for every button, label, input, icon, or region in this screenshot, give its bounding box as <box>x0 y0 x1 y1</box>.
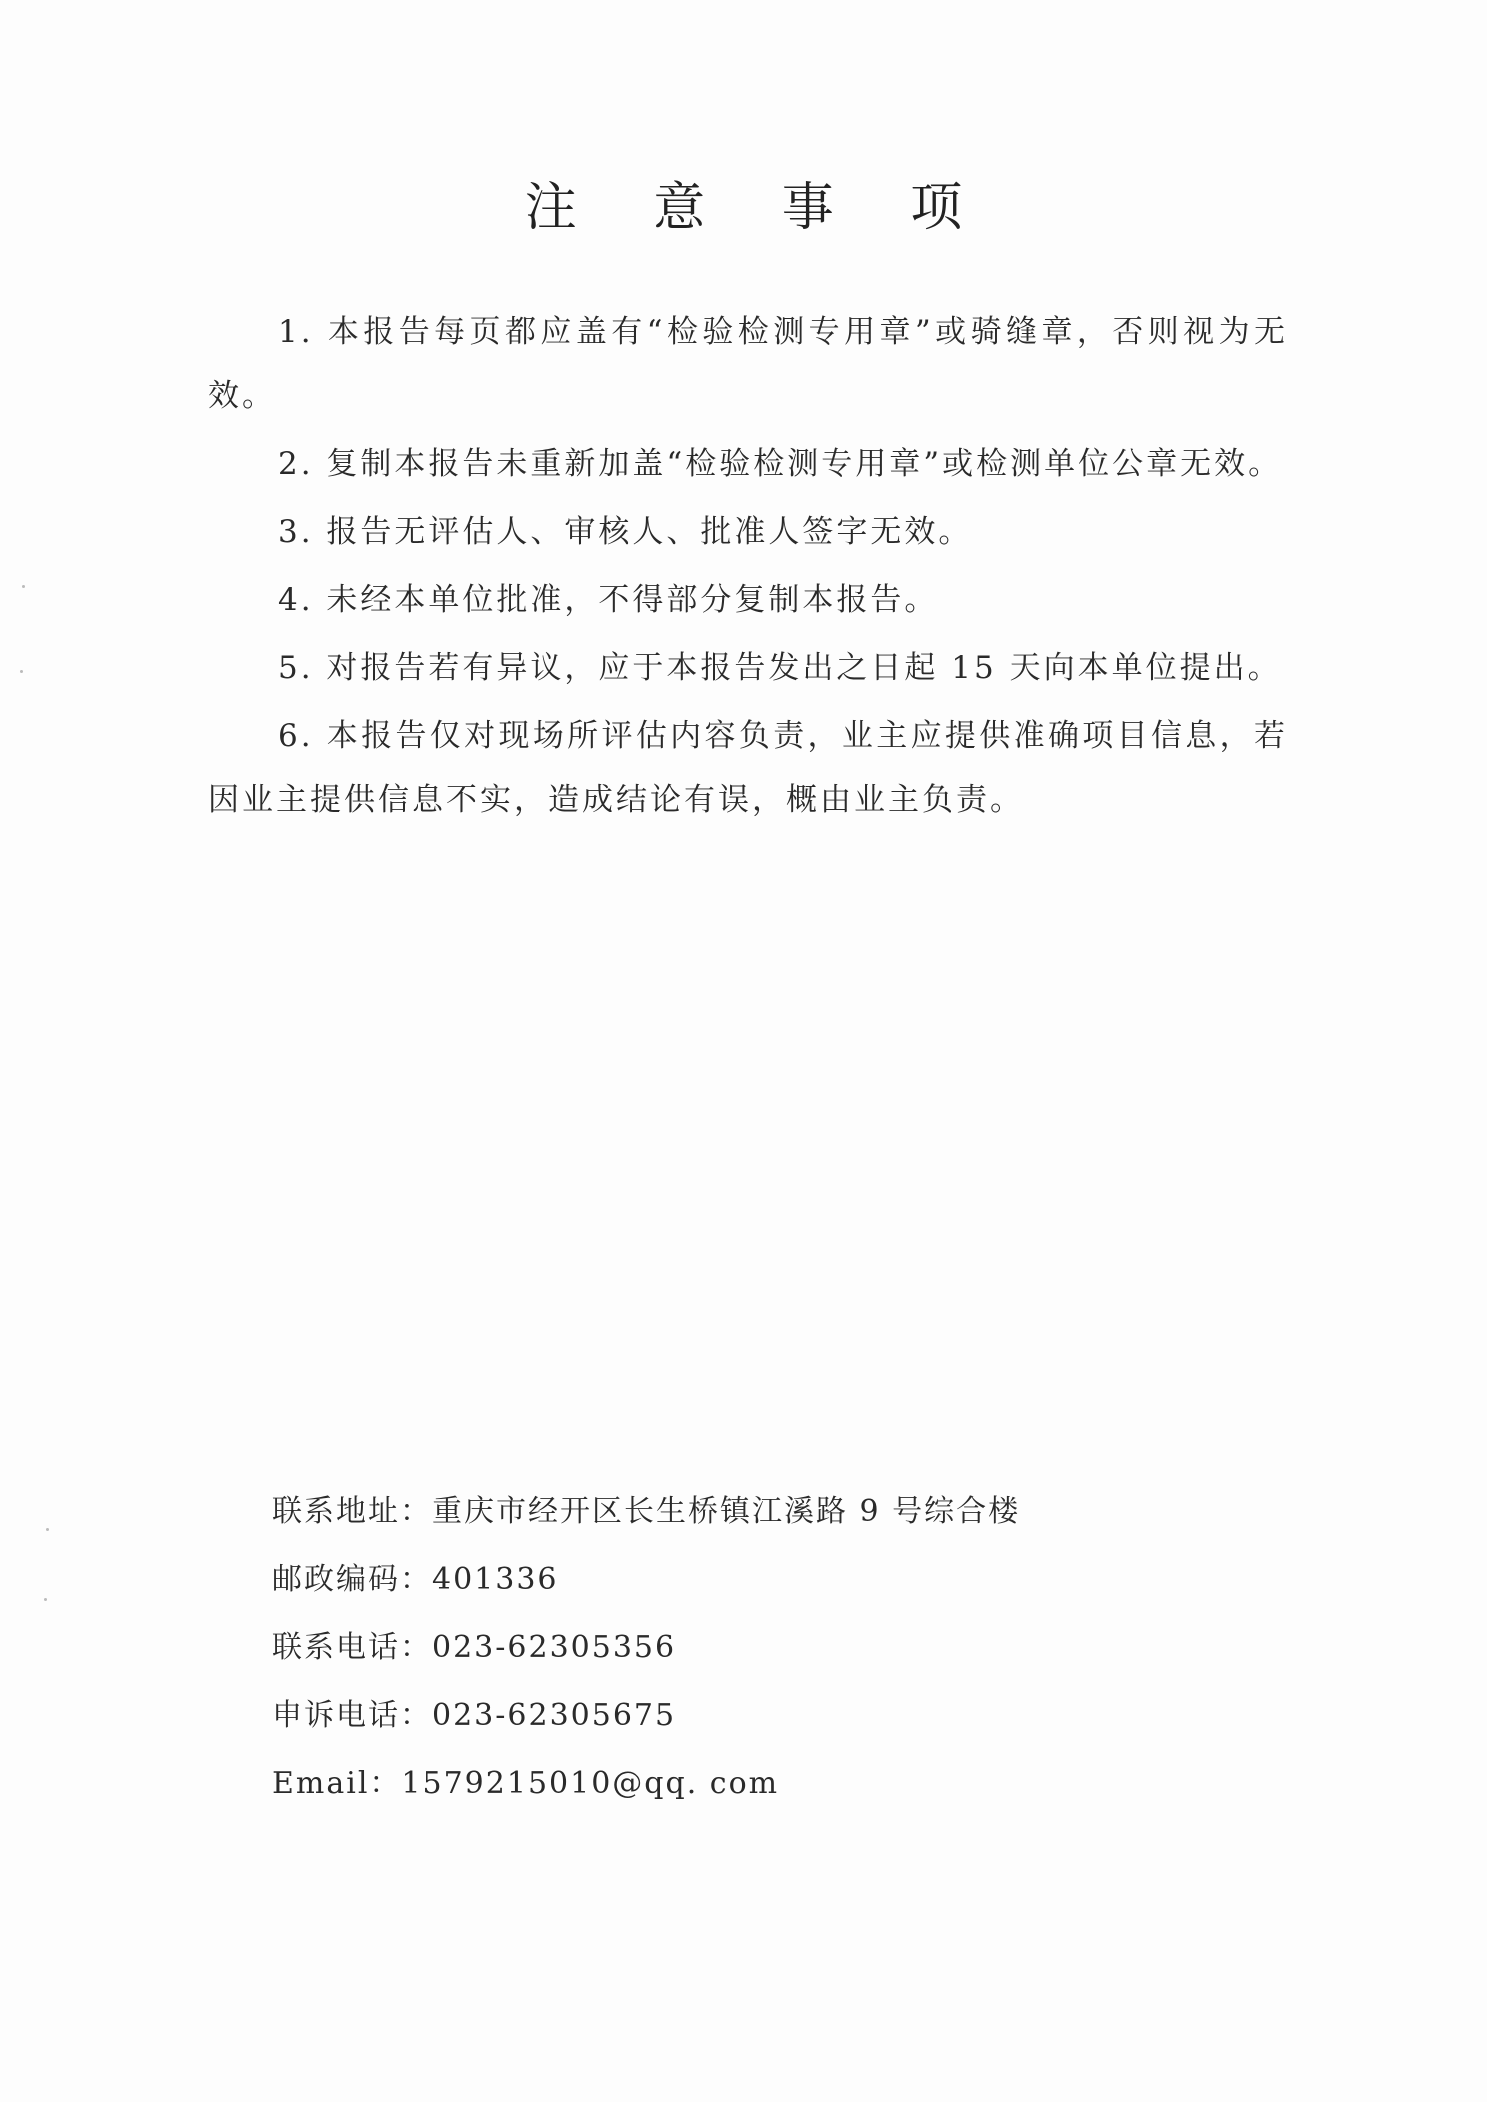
notice-item-5: 5. 对报告若有异议，应于本报告发出之日起 15 天向本单位提出。 <box>278 650 1282 686</box>
notice-item-2: 2. 复制本报告未重新加盖“检验检测专用章”或检测单位公章无效。 <box>278 446 1283 482</box>
notice-item-3: 3. 报告无评估人、审核人、批准人签字无效。 <box>278 514 973 550</box>
contact-address-value: 重庆市经开区长生桥镇江溪路 9 号综合楼 <box>432 1494 1021 1529</box>
scan-speck <box>20 670 23 673</box>
contact-address-row <box>272 1478 1272 1546</box>
contact-email-label: Email： <box>272 1766 402 1801</box>
notice-item-1: 1. 本报告每页都应盖有“检验检测专用章”或骑缝章，否则视为无效。 <box>208 314 1288 414</box>
contact-postcode-row <box>272 1546 1272 1614</box>
complaint-phone-row <box>272 1682 1272 1750</box>
contact-phone-label: 联系电话： <box>272 1630 432 1665</box>
scan-speck <box>22 585 25 588</box>
contact-phone-row <box>272 1614 1272 1682</box>
contact-email-value: 1579215010@qq. com <box>401 1766 780 1801</box>
complaint-phone-label: 申诉电话： <box>272 1698 432 1733</box>
contact-postcode-label: 邮政编码： <box>272 1562 432 1597</box>
contact-postcode-value: 401336 <box>432 1562 559 1597</box>
scan-speck <box>44 1598 47 1601</box>
notice-item-6: 6. 本报告仅对现场所评估内容负责，业主应提供准确项目信息，若因业主提供信息不实，造成结论有误，概由业主负责。 <box>208 718 1288 818</box>
notice-item-4: 4. 未经本单位批准，不得部分复制本报告。 <box>278 582 939 618</box>
complaint-phone-value: 023-62305675 <box>432 1698 677 1733</box>
page-title: 注 意 事 项 <box>524 178 993 238</box>
contact-phone-value: 023-62305356 <box>432 1630 677 1665</box>
notice-list <box>208 300 1288 836</box>
contact-email-row <box>272 1750 1272 1818</box>
scan-speck <box>46 1528 49 1531</box>
contact-address-label: 联系地址： <box>272 1494 432 1529</box>
contact-block <box>272 1478 1272 1818</box>
